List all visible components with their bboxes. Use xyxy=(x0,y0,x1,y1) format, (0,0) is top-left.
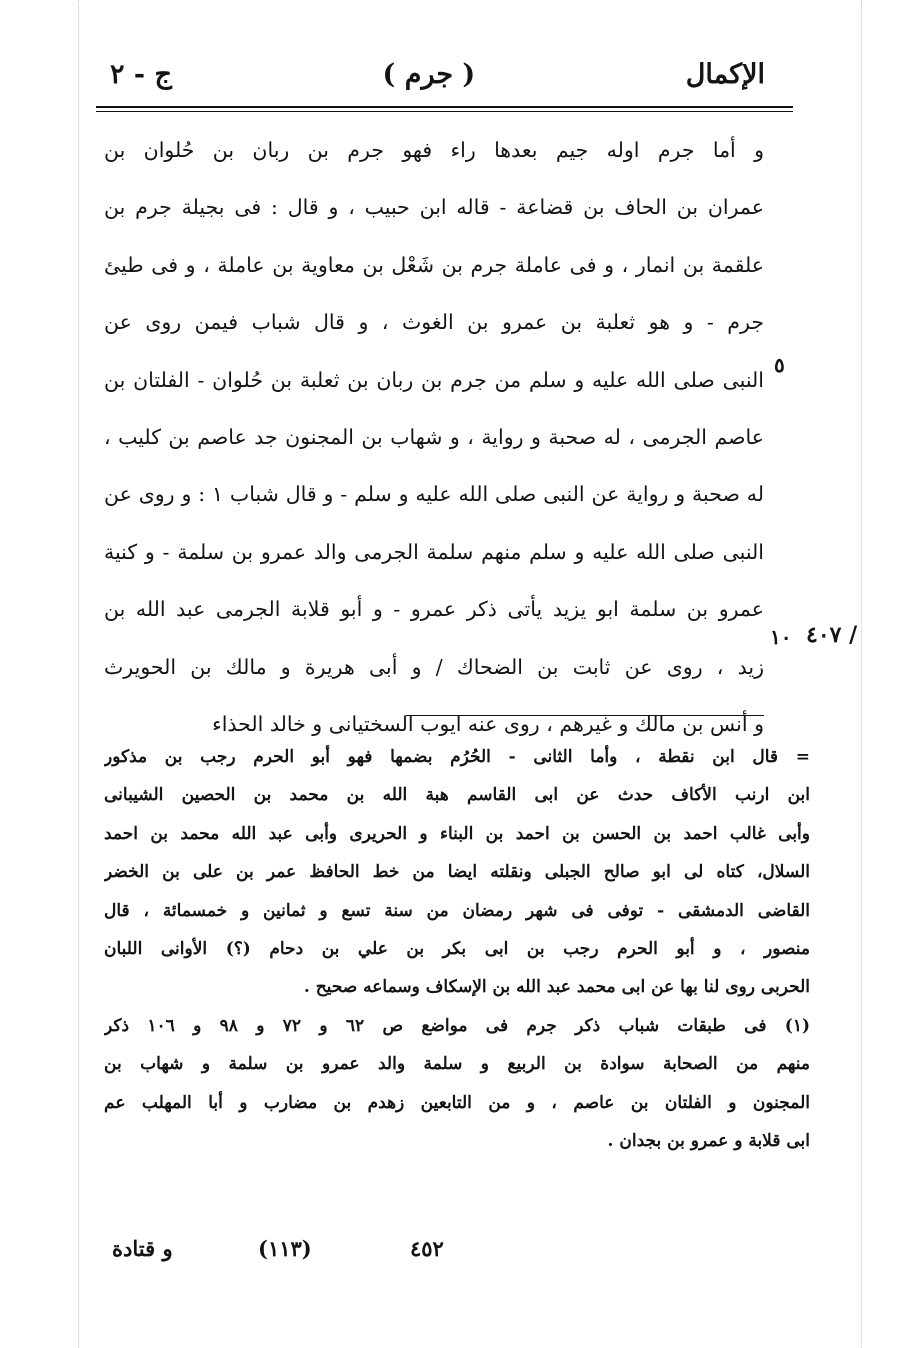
page-edge-left xyxy=(78,0,79,1348)
text-line: النبى صلى الله عليه و سلم من جرم بن ربان بن ثعلبة بن حُلوان - الفلتان بن xyxy=(104,367,764,392)
manuscript-folio-marker: ٤٠٧ / xyxy=(806,622,858,648)
volume-number: ج - ٢ xyxy=(110,58,172,90)
running-header xyxy=(110,54,765,94)
section-title: ( جرم ) xyxy=(382,58,476,90)
footnote-line: القاضى الدمشقى - توفى فى شهر رمضان من سنة تسع و ثمانين و خمسمائة ، قال xyxy=(104,900,810,921)
catchword: و قتادة xyxy=(112,1236,173,1261)
footnote-line: = قال ابن نقطة ، وأما الثانى - الحُرُم بضمها فهو أبو الحرم رجب بن مذكور xyxy=(104,747,810,767)
page-number: ٤٥٢ xyxy=(410,1236,444,1261)
text-line: و أنس بن مالك و غيرهم ، روى عنه ايوب السختيانى و خالد الحذاء xyxy=(212,711,764,736)
text-line: النبى صلى الله عليه و سلم منهم سلمة الجرمى والد عمرو بن سلمة - و كنية xyxy=(104,539,764,564)
note-1-line: ابى قلابة و عمرو بن بجدان . xyxy=(607,1130,810,1151)
text-line: علقمة بن انمار ، و فى عاملة جرم بن شَعْل بن معاوية بن عاملة ، و فى طيئ xyxy=(104,252,764,277)
header-rule xyxy=(96,106,793,108)
signature-number: (١١٣) xyxy=(258,1236,312,1261)
book-title: الإكمال xyxy=(685,58,765,90)
text-line: له صحبة و رواية عن النبى صلى الله عليه و سلم - و قال شباب ١ : و روى عن xyxy=(104,482,764,507)
text-line: و أما جرم اوله جيم بعدها راء فهو جرم بن ربان بن حُلوان بن xyxy=(104,138,764,162)
footnote-line: ابن ارنب الأكاف حدث عن ابى القاسم هبة الله بن محمد بن الحصين الشيبانى xyxy=(104,785,810,806)
page-edge-right xyxy=(861,0,862,1348)
text-line: زيد ، روى عن ثابت بن الضحاك / و أبى هريرة و مالك بن الحويرث xyxy=(104,654,764,679)
note-1-line: المجنون و الفلتان بن عاصم ، و من التابعين زهدم بن مضارب و أبا المهلب عم xyxy=(104,1092,810,1113)
footnote-line: السلال، كتاه لى ابو صالح الجبلى ونقلته ايضا من خط الحافظ عمر بن على بن الخضر xyxy=(104,862,810,883)
footnote-line: منصور ، و أبو الحرم رجب بن ابى بكر بن علي بن دحام (؟) الأوانى اللبان xyxy=(104,938,810,959)
note-1-line: منهم من الصحابة سوادة بن الربيع و سلمة والد عمرو بن سلمة و شهاب بن xyxy=(104,1054,810,1075)
text-line: عمرو بن سلمة ابو يزيد يأتى ذكر عمرو - و أبو قلابة الجرمى عبد الله بن xyxy=(104,597,764,622)
footnotes xyxy=(104,738,810,1160)
text-line: عاصم الجرمى ، له صحبة و رواية ، و شهاب بن المجنون جد عاصم بن كليب ، xyxy=(104,424,764,449)
text-line: عمران بن الحاف بن قضاعة - قاله ابن حبيب ، و قال : فى بجيلة جرم بن xyxy=(104,195,764,220)
header-rule-thin xyxy=(96,111,793,112)
page-footer xyxy=(112,1236,704,1270)
footnote-line: وأبى غالب احمد بن الحسن بن احمد بن البناء و الحريرى وأبى عبد الله محمد بن احمد xyxy=(104,823,810,844)
main-text xyxy=(104,122,764,753)
footnote-line: الحربى روى لنا بها عن ابى محمد عبد الله بن الإسكاف وسماعه صحيح . xyxy=(303,977,810,998)
line-number-10: ١٠ xyxy=(770,625,792,649)
text-line: جرم - و هو ثعلبة بن عمرو بن الغوث ، و قال شباب فيمن روى عن xyxy=(104,310,764,335)
note-1-line: (١) فى طبقات شباب ذكر جرم فى مواضع ص ٦٢ و ٧٢ و ٩٨ و ١٠٦ ذكر xyxy=(104,1015,810,1036)
footnote-separator xyxy=(406,715,764,716)
line-number-5: ٥ xyxy=(774,353,785,377)
